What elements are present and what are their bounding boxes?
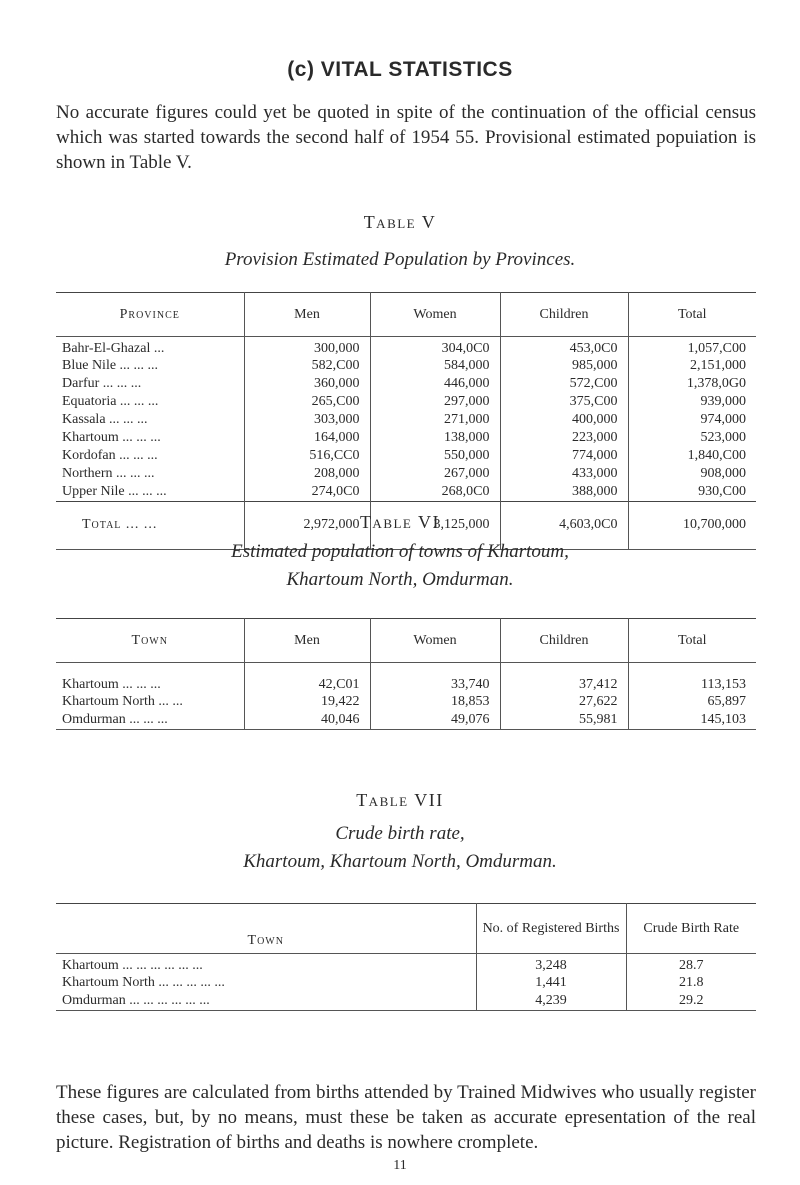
- table5-value-cell: 265,C00: [244, 393, 370, 411]
- table6-subtitle-line1: Estimated population of towns of Khartoum,: [231, 541, 569, 562]
- table6-value-cell: 37,412: [500, 663, 628, 694]
- table6-value-cell: 19,422: [244, 693, 370, 711]
- page-number: 11: [393, 1158, 407, 1173]
- table7-value-cell: 3,248: [476, 954, 626, 975]
- table6: [56, 618, 756, 730]
- table6-value-cell: 42,C01: [244, 663, 370, 694]
- table6-value-cell: 55,981: [500, 711, 628, 729]
- table5-value-cell: 974,000: [628, 411, 756, 429]
- table5-row: [56, 375, 756, 393]
- table5-value-cell: 523,000: [628, 429, 756, 447]
- table7-value-cell: 21.8: [626, 974, 756, 992]
- table5-value-cell: 267,000: [370, 465, 500, 483]
- table5-value-cell: 985,000: [500, 357, 628, 375]
- table7-header-row: [56, 904, 756, 954]
- table5-total-cell: 2,972,000: [244, 501, 370, 549]
- table5-row: [56, 465, 756, 483]
- table5-title: Table V: [363, 212, 437, 232]
- table5-value-cell: 223,000: [500, 429, 628, 447]
- closing-paragraph: These figures are calculated from births attended by Trained Midwives who usually register these cases, but, by no means, must these be taken as accurate epresentation of the real picture. Registration of births and deaths is nowhere cromplete.: [56, 1082, 756, 1153]
- table5-label-cell: Khartoum ... ... ...: [62, 430, 161, 445]
- table5-value-cell: 433,000: [500, 465, 628, 483]
- table7-subtitle-line2: Khartoum, Khartoum North, Omdurman.: [243, 851, 557, 872]
- table5-value-cell: 274,0C0: [244, 483, 370, 501]
- table5-header: Province: [56, 293, 244, 337]
- table7-value-cell: 28.7: [626, 954, 756, 975]
- table5-value-cell: 164,000: [244, 429, 370, 447]
- table6-header: Total: [628, 619, 756, 663]
- section-heading: (c) VITAL STATISTICS: [287, 58, 513, 81]
- table5-value-cell: 271,000: [370, 411, 500, 429]
- table5-label-cell: Blue Nile ... ... ...: [62, 358, 159, 373]
- table6-value-cell: 18,853: [370, 693, 500, 711]
- table6-value-cell: 49,076: [370, 711, 500, 729]
- table5-value-cell: 1,057,C00: [628, 337, 756, 358]
- table5-value-cell: 375,C00: [500, 393, 628, 411]
- table7-header: No. of Registered Births: [476, 904, 626, 954]
- table6-value-cell: 145,103: [628, 711, 756, 729]
- table5-total-label: Total ... ...: [56, 501, 244, 549]
- table5-value-cell: 516,CC0: [244, 447, 370, 465]
- table5-value-cell: 208,000: [244, 465, 370, 483]
- table5-value-cell: 584,000: [370, 357, 500, 375]
- table6-row: [56, 693, 756, 711]
- table5-value-cell: 774,000: [500, 447, 628, 465]
- table7: [56, 903, 756, 1011]
- table5-label-cell: Darfur ... ... ...: [62, 376, 142, 391]
- table7-title: Table VII: [356, 790, 444, 810]
- table5-value-cell: 268,0C0: [370, 483, 500, 501]
- table6-subtitle-line2: Khartoum North, Omdurman.: [286, 569, 514, 590]
- table6-label-cell: Khartoum ... ... ...: [62, 677, 161, 692]
- table6-header: Men: [244, 619, 370, 663]
- table6-row: [56, 711, 756, 729]
- table5-header: Children: [500, 293, 628, 337]
- table5-header: Men: [244, 293, 370, 337]
- table5-header-row: [56, 293, 756, 337]
- table5-header: Women: [370, 293, 500, 337]
- table5-value-cell: 400,000: [500, 411, 628, 429]
- table6-header-row: [56, 619, 756, 663]
- table5-label-cell: Bahr-El-Ghazal ...: [62, 341, 165, 356]
- intro-paragraph: No accurate figures could yet be quoted in spite of the continuation of the official census which was started towards the second half of 1954 55. Provisional estimated popuiation is shown in Table V.: [56, 102, 756, 173]
- table7-value-cell: 4,239: [476, 992, 626, 1010]
- table5-value-cell: 582,C00: [244, 357, 370, 375]
- table5-total-cell: 4,603,0C0: [500, 501, 628, 549]
- table5-value-cell: 304,0C0: [370, 337, 500, 358]
- table5-value-cell: 453,0C0: [500, 337, 628, 358]
- table6-value-cell: 27,622: [500, 693, 628, 711]
- table7-label-cell: Omdurman ... ... ... ... ... ...: [56, 992, 476, 1010]
- table7-header: Crude Birth Rate: [626, 904, 756, 954]
- table6-value-cell: 33,740: [370, 663, 500, 694]
- table5-row: [56, 337, 756, 358]
- table5-row: [56, 429, 756, 447]
- table7-label-cell: Khartoum ... ... ... ... ... ...: [62, 958, 203, 973]
- table5-total-cell: 10,700,000: [628, 501, 756, 549]
- table5-subtitle: Provision Estimated Population by Provinces.: [224, 249, 576, 270]
- table5-row: [56, 483, 756, 501]
- table5-row: [56, 393, 756, 411]
- table6-title: Table VI: [359, 512, 441, 532]
- table5-row: [56, 357, 756, 375]
- table5-value-cell: 446,000: [370, 375, 500, 393]
- table6-header: Town: [56, 619, 244, 663]
- table7-row: [56, 992, 756, 1010]
- table6-label-cell: Khartoum North ... ...: [62, 694, 183, 709]
- table5-value-cell: 572,C00: [500, 375, 628, 393]
- table5-value-cell: 939,000: [628, 393, 756, 411]
- table6-value-cell: 40,046: [244, 711, 370, 729]
- table5-value-cell: 300,000: [244, 337, 370, 358]
- table5-value-cell: 388,000: [500, 483, 628, 501]
- table7-header: Town: [56, 904, 476, 954]
- table6-value-cell: 65,897: [628, 693, 756, 711]
- table5-value-cell: 2,151,000: [628, 357, 756, 375]
- table7-label-cell: Khartoum North ... ... ... ... ...: [62, 975, 225, 990]
- table5-value-cell: 360,000: [244, 375, 370, 393]
- table5-value-cell: 138,000: [370, 429, 500, 447]
- table5-value-cell: 550,000: [370, 447, 500, 465]
- table5-value-cell: 1,378,0G0: [628, 375, 756, 393]
- table5-value-cell: 297,000: [370, 393, 500, 411]
- table6-label-cell: Omdurman ... ... ...: [56, 711, 244, 729]
- table7-value-cell: 1,441: [476, 974, 626, 992]
- table7-subtitle-line1: Crude birth rate,: [335, 823, 465, 844]
- table6-value-cell: 113,153: [628, 663, 756, 694]
- table5-row: [56, 447, 756, 465]
- table5-value-cell: 1,840,C00: [628, 447, 756, 465]
- table5-label-cell: Equatoria ... ... ...: [62, 394, 159, 409]
- table5-total-cell: 3,125,000: [370, 501, 500, 549]
- table7-row: [56, 954, 756, 975]
- table5-value-cell: 303,000: [244, 411, 370, 429]
- table5: [56, 292, 756, 550]
- table6-header: Women: [370, 619, 500, 663]
- table7-value-cell: 29.2: [626, 992, 756, 1010]
- table5-row: [56, 411, 756, 429]
- table7-row: [56, 974, 756, 992]
- table5-value-cell: 930,C00: [628, 483, 756, 501]
- table5-label-cell: Northern ... ... ...: [62, 466, 155, 481]
- table5-header: Total: [628, 293, 756, 337]
- table5-value-cell: 908,000: [628, 465, 756, 483]
- table5-label-cell: Kassala ... ... ...: [62, 412, 148, 427]
- table5-label-cell: Upper Nile ... ... ...: [62, 483, 167, 499]
- table6-row: [56, 663, 756, 694]
- table5-label-cell: Kordofan ... ... ...: [62, 448, 158, 463]
- table6-header: Children: [500, 619, 628, 663]
